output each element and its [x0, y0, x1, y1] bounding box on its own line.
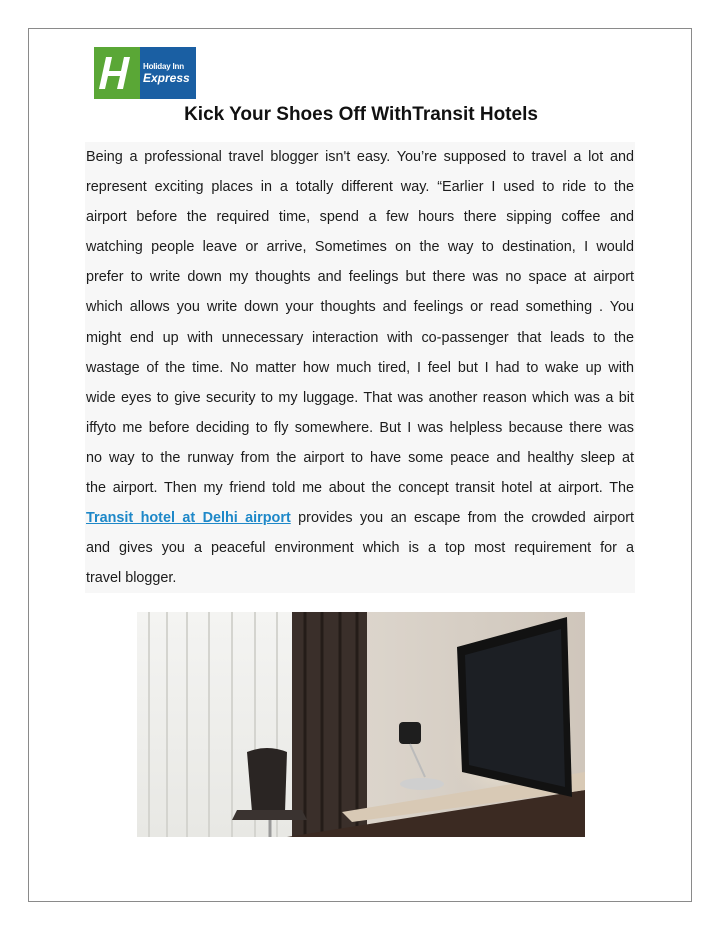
paragraph-line: Being a professional travel blogger isn't easy. You’re supposed to travel a lot and — [85, 142, 635, 172]
paragraph-line-with-link — [85, 503, 635, 533]
paragraph-line: airport before the required time, spend a few hours there sipping coffee and — [85, 202, 635, 232]
document-page — [28, 28, 692, 902]
logo-wordmark — [140, 47, 196, 99]
paragraph-line: no way to the runway from the airport to have some peace and healthy sleep at — [85, 443, 635, 473]
logo-brand-line: Holiday Inn — [143, 61, 184, 71]
paragraph-line: travel blogger. — [85, 563, 635, 593]
paragraph-line: might end up with unnecessary interaction with co-passenger that leads to the — [85, 323, 635, 353]
link-line-rest: provides you an escape from the crowded airport — [290, 510, 634, 527]
logo-sub-line: Express — [143, 70, 190, 85]
article-body — [85, 142, 635, 593]
holiday-inn-express-logo — [94, 47, 196, 99]
paragraph-line: prefer to write down my thoughts and feelings but there was no space at airport — [85, 262, 635, 292]
paragraph-line: wastage of the time. No matter how much tired, I feel but I had to wake up with — [85, 353, 635, 383]
paragraph-line: wide eyes to give security to my luggage. That was another reason which was a bit — [85, 383, 635, 413]
article-title: Kick Your Shoes Off WithTransit Hotels — [184, 104, 538, 125]
paragraph-line: which allows you write down your thoughts and feelings or read something . You — [85, 292, 635, 322]
logo-h-mark — [94, 47, 140, 99]
paragraph-line: and gives you a peaceful environment which is a top most requirement for a — [85, 533, 635, 563]
transit-hotel-delhi-link[interactable]: Transit hotel at Delhi airport — [86, 510, 291, 527]
paragraph-line: watching people leave or arrive, Sometimes on the way to destination, I would — [85, 232, 635, 262]
paragraph-line: the airport. Then my friend told me about the concept transit hotel at airport. The — [85, 473, 635, 503]
hotel-room-photo — [137, 612, 585, 837]
paragraph-line: iffyto me before deciding to fly somewhere. But I was helpless because there was — [85, 413, 635, 443]
paragraph-line: represent exciting places in a totally different way. “Earlier I used to ride to the — [85, 172, 635, 202]
